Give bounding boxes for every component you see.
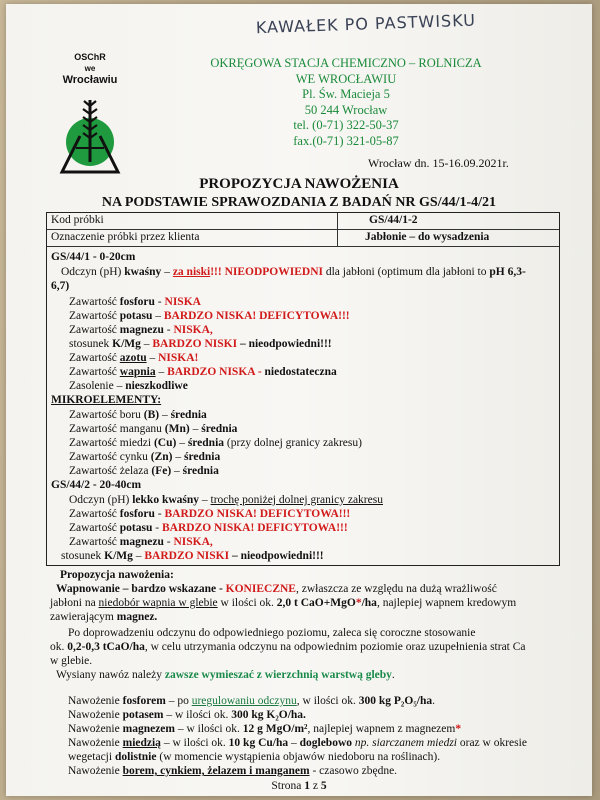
microelements-heading: MIKROELEMENTY: [51, 394, 162, 406]
sec1-salinity-line: Zasolenie – nieszkodliwe [69, 380, 188, 392]
micro-fertilizing-line: Nawożenie borem, cynkiem, żelazem i manganem - czasowo zbędne. [68, 765, 398, 777]
wheat-flask-emblem-icon [56, 92, 124, 178]
client-label-value: Jabłonie – do wysadzenia [365, 231, 490, 243]
document-date: Wrocław dn. 15-16.09.2021r. [368, 156, 509, 170]
sec1-kmg-ratio-line: stosunek K/Mg – BARDZO NISKI – nieodpowiedni!!! [69, 338, 332, 350]
sec2-potassium-line: Zawartość potasu - BARDZO NISKA! DEFICYTOWA!!! [69, 522, 348, 534]
liming-line-2: jabłoni na niedobór wapnia w glebie w ilości ok. 2,0 t CaO+MgO*/ha, najlepiej wapnem kredowym [50, 597, 517, 609]
sec2-kmg-ratio-line: stosunek K/Mg – BARDZO NISKI – nieodpowiedni!!! [61, 550, 324, 562]
table-row-sample-code [47, 213, 559, 230]
handwritten-note: KAWAŁEK PO PASTWISKU [255, 10, 477, 38]
sample-code-label: Kod próbki [51, 214, 104, 226]
header-line-4: 50 244 Wrocław [304, 102, 388, 117]
liming-line-1: Wapnowanie – bardzo wskazane - KONIECZNE, zwłaszcza ze względu na dużą wrażliwość [56, 583, 497, 595]
sec2-magnesium-line: Zawartość magnezu - NISKA, [69, 536, 213, 548]
sec1-magnesium-line: Zawartość magnezu - NISKA, [69, 324, 213, 336]
document-page [6, 4, 592, 796]
header-line-1: OKRĘGOWA STACJA CHEMICZNO – ROLNICZA [210, 56, 482, 70]
magnesium-fertilizing-line: Nawożenie magnezem – w ilości ok. 12 g MgO/m², najlepiej wapnem z magnezem* [68, 723, 462, 735]
sec2-ph-line: Odczyn (pH) lekko kwaśny – trochę poniżej dolnej granicy zakresu [69, 494, 383, 506]
page-number: Strona 1 z 5 [271, 780, 327, 792]
mixing-instruction-line: Wysiany nawóz należy zawsze wymieszać z wierzchnią warstwą gleby. [56, 669, 395, 681]
sample-code-value: GS/44/1-2 [369, 214, 418, 226]
sec1-ph-line: Odczyn (pH) kwaśny – za niski!!! NIEODPOWIEDNI dla jabłoni (optimum dla jabłoni to pH 6,3- [61, 266, 526, 278]
document-subtitle: NA PODSTAWIE SPRAWOZDANIA Z BADAŃ NR GS/44/1-4/21 [101, 195, 497, 210]
sec1-ph-line-cont: 6,7) [51, 280, 70, 292]
logo-line-3: Wrocławiu [62, 74, 118, 86]
section-2-heading: GS/44/2 - 20-40cm [51, 479, 142, 491]
institution-logo [50, 52, 130, 182]
micro-boron-line: Zawartość boru (B) – średnia [69, 409, 207, 421]
maintenance-line-2: ok. 0,2-0,3 tCaO/ha, w celu utrzymania odczynu na odpowiednim poziomie oraz uzupełnienia strat Ca [50, 641, 526, 653]
copper-fertilizing-line-2: wegetacji dolistnie (w momencie wystąpienia objawów niedoboru na roślinach). [68, 751, 441, 763]
sec1-calcium-line: Zawartość wapnia – BARDZO NISKA - niedostateczna [69, 366, 337, 378]
liming-line-3: zawierającym magnez. [50, 611, 158, 623]
potassium-fertilizing-line: Nawożenie potasem – w ilości ok. 300 kg K₂O/ha. [68, 709, 306, 721]
micro-manganese-line: Zawartość manganu (Mn) – średnia [69, 423, 238, 435]
header-line-5: tel. (0-71) 322-50-37 [293, 118, 399, 132]
maintenance-line-1: Po doprowadzeniu odczynu do odpowiedniego poziomu, zaleca się coroczne stosowanie [68, 627, 476, 639]
section-1-heading: GS/44/1 - 0-20cm [51, 251, 136, 263]
sec2-phosphorus-line: Zawartość fosforu - BARDZO NISKA! DEFICYTOWA!!! [69, 508, 351, 520]
results-table [46, 212, 560, 566]
copper-fertilizing-line-1: Nawożenie miedzią – w ilości ok. 10 kg Cu/ha – doglebowo np. siarczanem miedzi oraz w okresie [68, 737, 527, 749]
header-line-3: Pl. Św. Macieja 5 [302, 87, 390, 101]
header-line-6: fax.(0-71) 321-05-87 [293, 133, 399, 148]
logo-line-2: we [84, 64, 96, 73]
micro-zinc-line: Zawartość cynku (Zn) – średnia [69, 451, 221, 463]
table-row-client-label [47, 230, 559, 247]
maintenance-line-3: w glebie. [50, 655, 93, 667]
column-divider [337, 213, 338, 229]
proposal-heading: Propozycja nawożenia: [60, 569, 174, 581]
logo-line-1: OSChR [74, 52, 106, 62]
institution-header [136, 56, 556, 149]
client-label-key: Oznaczenie próbki przez klienta [51, 231, 200, 243]
column-divider [337, 230, 338, 246]
phosphorus-fertilizing-line: Nawożenie fosforem – po uregulowaniu odczynu, w ilości ok. 300 kg P₂O₅/ha. [68, 695, 435, 707]
micro-iron-line: Zawartość żelaza (Fe) – średnia [69, 465, 219, 477]
sec1-potassium-line: Zawartość potasu – BARDZO NISKA! DEFICYTOWA!!! [69, 310, 350, 322]
header-line-2: WE WROCŁAWIU [295, 71, 397, 86]
sec1-nitrogen-line: Zawartość azotu – NISKA! [69, 352, 199, 364]
document-title: PROPOZYCJA NAWOŻENIA [199, 176, 399, 192]
sec1-phosphorus-line: Zawartość fosforu - NISKA [69, 296, 201, 308]
micro-copper-line: Zawartość miedzi (Cu) – średnia (przy dolnej granicy zakresu) [69, 437, 362, 449]
